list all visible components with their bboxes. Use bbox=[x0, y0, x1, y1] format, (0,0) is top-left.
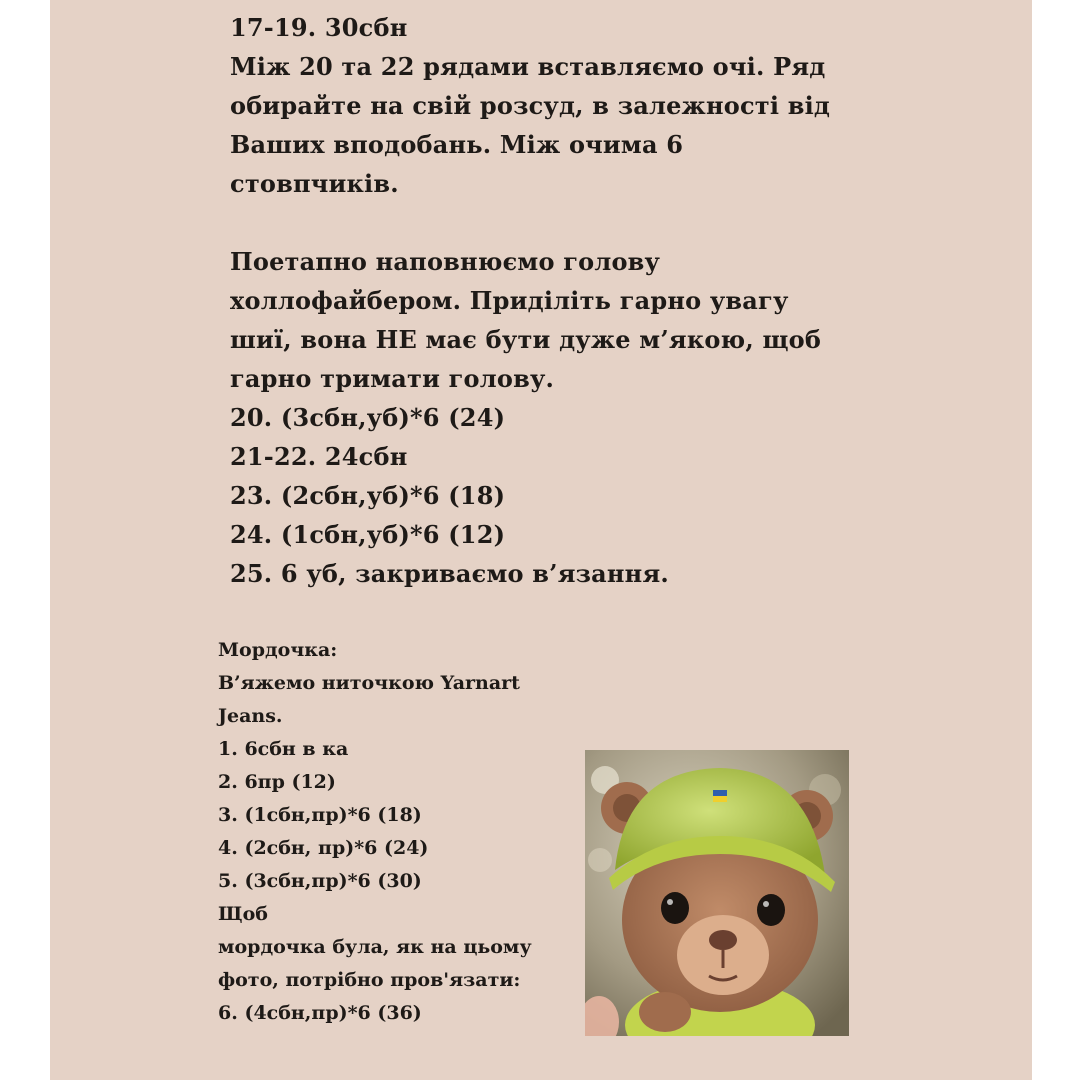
muzzle-row-1: 1. 6сбн в ка bbox=[218, 738, 349, 760]
eyes-line: обирайте на свій розсуд, в залежності від bbox=[230, 91, 831, 120]
row-23: 23. (2сбн,уб)*6 (18) bbox=[230, 481, 506, 510]
yarn-line: В’яжемо ниточкою Yarnart bbox=[218, 672, 520, 694]
muzzle-row-4: 4. (2сбн, пр)*6 (24) bbox=[218, 837, 429, 859]
row-24: 24. (1сбн,уб)*6 (12) bbox=[230, 520, 506, 549]
stuffing-line: Поетапно наповнюємо голову bbox=[230, 247, 661, 276]
muzzle-instructions bbox=[218, 634, 598, 1030]
row-20: 20. (3сбн,уб)*6 (24) bbox=[230, 403, 506, 432]
muzzle-row-3: 3. (1сбн,пр)*6 (18) bbox=[218, 804, 422, 826]
row-17-19: 17-19. 30сбн bbox=[230, 13, 408, 42]
stuffing-line: холлофайбером. Приділіть гарно увагу bbox=[230, 286, 789, 315]
eyes-line: Ваших вподобань. Між очима 6 bbox=[230, 130, 684, 159]
note-line: фото, потрібно пров'язати: bbox=[218, 969, 521, 991]
row-21-22: 21-22. 24сбн bbox=[230, 442, 408, 471]
note-line: мордочка була, як на цьому bbox=[218, 936, 532, 958]
flag-patch bbox=[713, 790, 727, 796]
row-25: 25. 6 уб, закриваємо в’язання. bbox=[230, 559, 669, 588]
bear-right-eye bbox=[757, 894, 785, 926]
muzzle-row-2: 2. 6пр (12) bbox=[218, 771, 336, 793]
bear-illustration bbox=[585, 750, 849, 1036]
bear-paw bbox=[639, 992, 691, 1032]
muzzle-row-6: 6. (4сбн,пр)*6 (36) bbox=[218, 1002, 422, 1024]
stuffing-line: гарно тримати голову. bbox=[230, 364, 555, 393]
stuffing-line: шиї, вона НЕ має бути дуже м’якою, щоб bbox=[230, 325, 822, 354]
eyes-line: Між 20 та 22 рядами вставляємо очі. Ряд bbox=[230, 52, 826, 81]
bear-nose bbox=[709, 930, 737, 950]
crochet-bear-photo bbox=[585, 750, 849, 1036]
muzzle-row-5: 5. (3сбн,пр)*6 (30) bbox=[218, 870, 422, 892]
yarn-line: Jeans. bbox=[218, 705, 283, 727]
eyes-line: стовпчиків. bbox=[230, 169, 399, 198]
note-line: Щоб bbox=[218, 903, 268, 925]
muzzle-title: Мордочка: bbox=[218, 639, 338, 661]
pattern-page bbox=[50, 0, 1032, 1080]
bear-left-eye bbox=[661, 892, 689, 924]
paragraph-gap bbox=[230, 203, 850, 242]
head-instructions bbox=[230, 8, 850, 593]
